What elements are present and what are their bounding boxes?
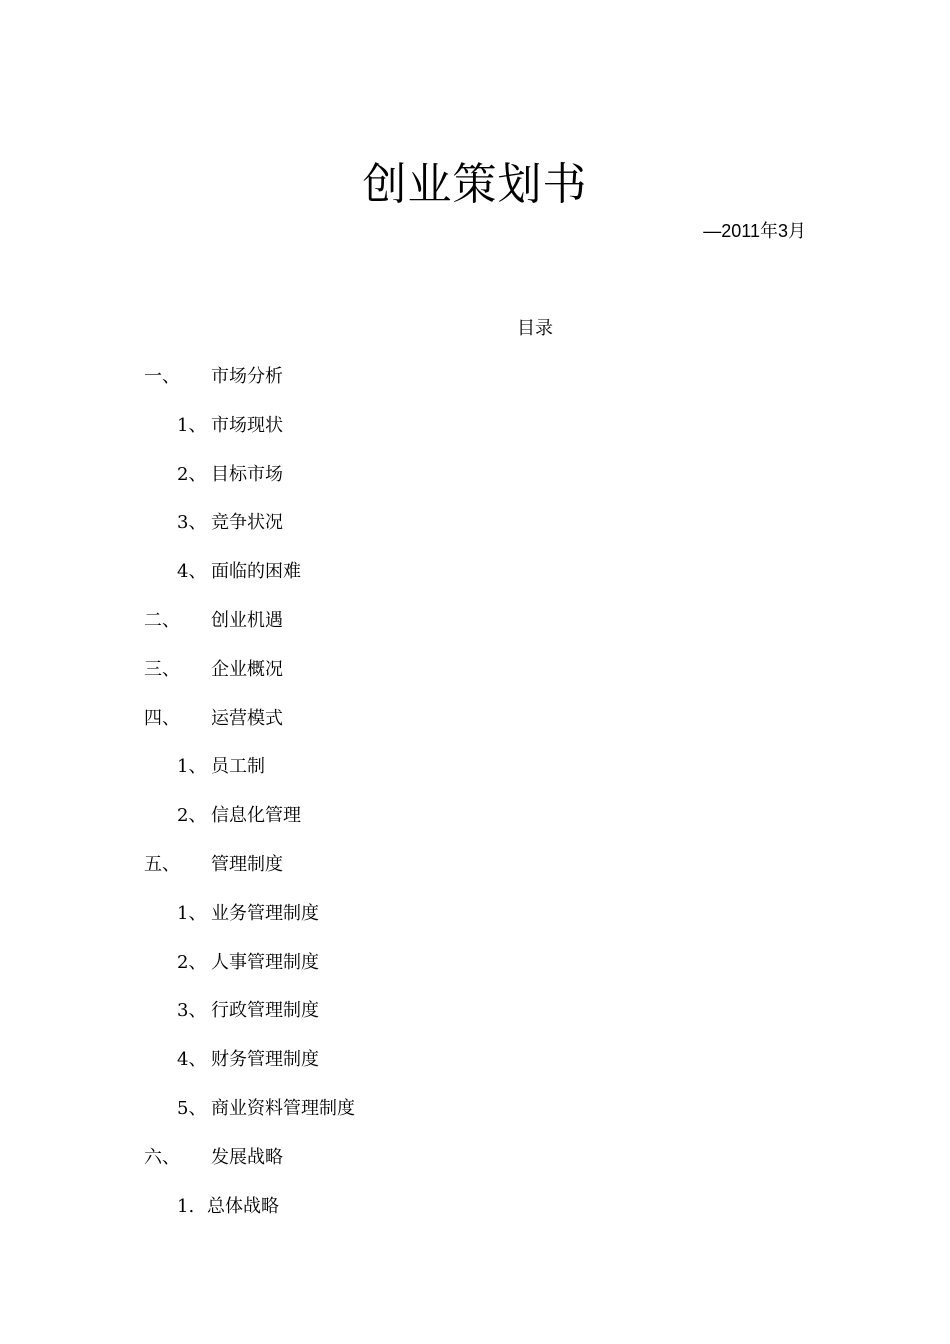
toc-subsection-title: 总体战略 [207,1195,279,1217]
toc-section [0,608,950,657]
table-of-contents [0,364,950,1242]
document-date: —2011年3月 [703,221,806,241]
toc-subsection-title: 员工制 [211,756,265,778]
toc-subsection-title: 商业资料管理制度 [211,1097,355,1119]
toc-section-title: 运营模式 [211,707,283,729]
toc-subsection-title: 财务管理制度 [211,1049,319,1071]
toc-subsection [0,1194,950,1243]
toc-subsection-title: 市场现状 [211,414,283,436]
toc-subsection-number: 5、 [177,1097,207,1119]
toc-subsection-title: 竞争状况 [211,512,283,534]
toc-subsection [0,559,950,608]
toc-section-number: 六、 [144,1146,180,1168]
toc-subsection-number: 1、 [177,756,207,778]
toc-subsection-number: 2、 [177,951,207,973]
toc-subsection-number: 3、 [177,512,207,534]
toc-section-number: 三、 [144,658,180,680]
toc-subsection [0,901,950,950]
toc-section [0,852,950,901]
toc-subsection-title: 目标市场 [211,463,283,485]
toc-subsection-number: 3、 [177,1000,207,1022]
toc-section-number: 五、 [144,853,180,875]
toc-section [0,364,950,413]
toc-subsection-title: 人事管理制度 [211,951,319,973]
toc-subsection [0,950,950,999]
toc-section-title: 创业机遇 [211,609,283,631]
toc-subsection-number: 1、 [177,414,207,436]
toc-subsection-number: 1. [177,1195,195,1217]
toc-subsection-number: 2、 [177,805,207,827]
toc-section-number: 一、 [144,366,180,387]
toc-section-title: 管理制度 [211,853,283,875]
toc-subsection-number: 4、 [177,561,207,583]
toc-heading: 目录 [517,318,553,339]
toc-subsection-number: 1、 [177,902,207,924]
toc-subsection-number: 2、 [177,463,207,485]
toc-subsection [0,510,950,559]
toc-section-title: 发展战略 [211,1146,283,1168]
toc-subsection [0,462,950,511]
toc-subsection [0,998,950,1047]
toc-subsection-title: 信息化管理 [211,805,301,827]
toc-subsection-title: 业务管理制度 [211,902,319,924]
toc-section-number: 四、 [144,707,180,729]
toc-subsection [0,1047,950,1096]
toc-subsection [0,754,950,803]
toc-subsection-number: 4、 [177,1049,207,1071]
toc-section-title: 市场分析 [211,366,283,387]
toc-subsection-title: 面临的困难 [211,561,301,583]
toc-section-number: 二、 [144,609,180,631]
toc-subsection [0,413,950,462]
toc-subsection [0,803,950,852]
document-title: 创业策划书 [362,159,588,211]
toc-subsection [0,1096,950,1145]
toc-section [0,657,950,706]
toc-subsection-title: 行政管理制度 [211,1000,319,1022]
toc-section [0,1145,950,1194]
toc-section-title: 企业概况 [211,658,283,680]
toc-section [0,706,950,755]
